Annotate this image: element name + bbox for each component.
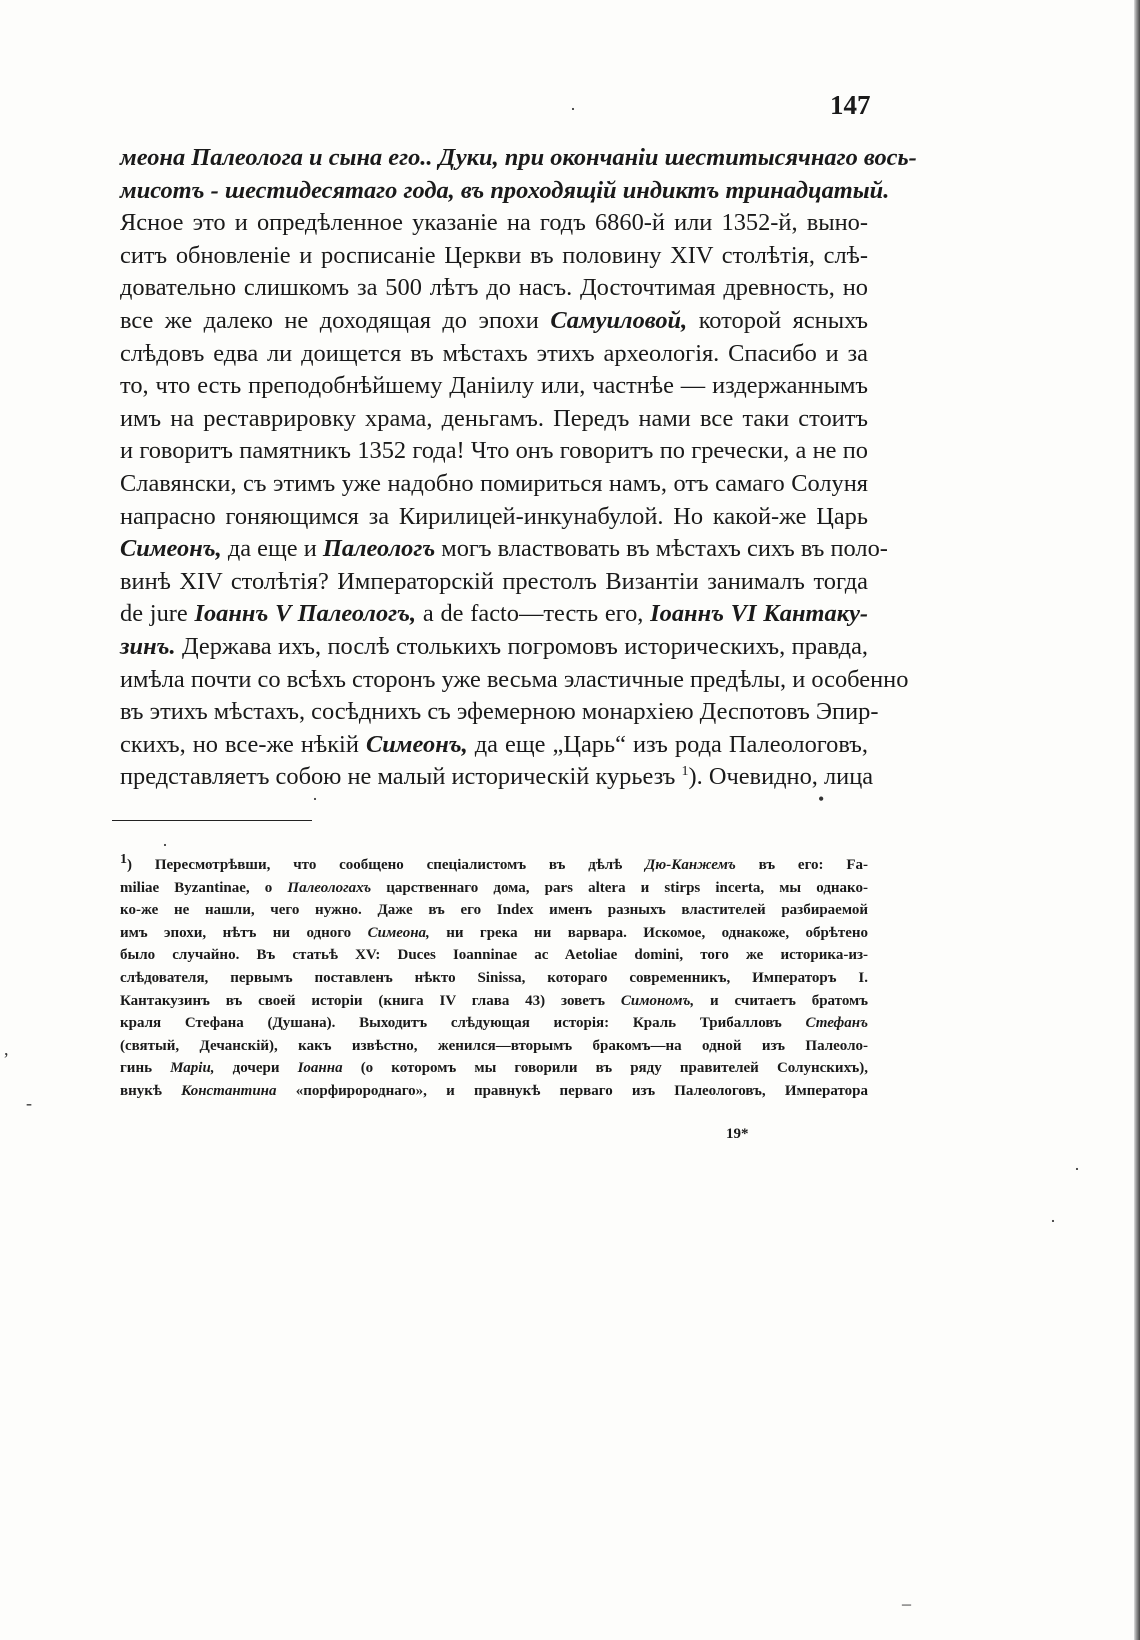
text-run: Славянски, съ этимъ уже надобно помириться намъ, отъ самаго Солуня — [120, 469, 868, 497]
italic-phrase: меона Палеолога и сына его.. Дуки, при окончаніи шеститысячнаго вось- — [120, 144, 917, 171]
italic-phrase: Симеонъ, — [365, 730, 468, 758]
text-run: было случайно. Въ статьѣ XV: Duces Ioanninae ac Aetoliae domini, того же историка-из- — [120, 947, 868, 964]
footnote-line — [120, 1057, 868, 1080]
text-line — [120, 631, 868, 664]
text-run: miliae Byzantinae, о — [120, 879, 288, 896]
text-line — [120, 338, 868, 371]
footnote-line — [120, 854, 868, 877]
text-run: все же далеко не доходящая до эпохи — [120, 306, 551, 334]
scan-edge-shadow — [1134, 0, 1140, 1640]
italic-phrase: Симеона, — [367, 924, 430, 941]
scan-speck: · — [312, 789, 318, 809]
text-run: (святый, Дечанскій), какъ извѣстно, женился—вторымъ бракомъ—на одной изъ Палеоло- — [120, 1037, 868, 1054]
text-line — [120, 501, 868, 534]
text-run: то, что есть преподобнѣйшему Даніилу или, частнѣе — издержаннымъ — [120, 372, 868, 400]
italic-phrase: Палеологахъ — [287, 879, 372, 896]
italic-phrase: Симономъ, — [620, 992, 695, 1009]
text-run: гинь — [120, 1060, 171, 1077]
footnote-line — [120, 899, 868, 922]
text-run: въ его: Fa- — [735, 857, 868, 873]
text-run: дочери — [214, 1060, 298, 1077]
text-line — [120, 664, 909, 697]
text-line — [120, 435, 868, 468]
text-run: слѣдовъ едва ли доищется въ мѣстахъ этихъ археологія. Спасибо и за — [120, 339, 868, 367]
scan-speck: _ — [902, 1587, 911, 1607]
text-run: Ясное это и опредѣленное указаніе на годъ 6860-й или 1352-й, выно- — [120, 209, 868, 237]
scan-speck: · — [570, 99, 576, 119]
italic-phrase: Іоанна — [297, 1060, 343, 1077]
italic-phrase: Іоаннъ VI Кантаку- — [650, 600, 869, 628]
text-run: а de facto—тесть его, — [416, 600, 651, 628]
text-run: внукѣ — [120, 1082, 182, 1099]
text-run: скихъ, но все-же нѣкій — [120, 730, 366, 758]
footnote-line — [120, 967, 868, 990]
text-run: царственнаго дома, pars altera и stirps incerta, мы однако- — [371, 879, 868, 896]
text-run: представляетъ собою не малый историческій курьезъ — [120, 763, 682, 791]
italic-phrase: Палеологъ — [322, 535, 436, 563]
text-line — [120, 240, 868, 273]
text-line — [120, 761, 874, 794]
footnote-line — [120, 990, 868, 1013]
text-run: имѣла почти со всѣхъ сторонъ уже весьма эластичные предѣлы, и особенно — [120, 665, 909, 693]
page-number: 147 — [830, 90, 871, 120]
text-run: Держава ихъ, послѣ столькихъ погромовъ историческихъ, правда, — [175, 632, 868, 660]
text-line — [120, 468, 868, 501]
footnote-line — [120, 877, 868, 900]
text-run: ) Пересмотрѣвши, что сообщено спеціалистомъ въ дѣлѣ — [127, 857, 646, 873]
text-line — [120, 305, 868, 338]
text-run: ). Очевидно, лица — [688, 763, 874, 791]
scan-speck: · — [1050, 1211, 1056, 1231]
footnote-line — [120, 922, 868, 945]
footnote-line — [120, 1080, 868, 1103]
text-run: (о которомъ мы говорили въ ряду правителей Солунскихъ), — [342, 1060, 868, 1077]
text-run: имъ на реставрировку храма, деньгамъ. Передъ нами все таки стоитъ — [120, 404, 868, 432]
text-line — [120, 729, 868, 762]
text-run: да еще „Царь“ изъ рода Палеологовъ, — [467, 730, 868, 758]
footnote-line — [120, 1035, 868, 1058]
italic-phrase: Симеонъ, — [120, 535, 222, 563]
footnote-marker: 1 — [681, 764, 689, 780]
italic-phrase: зинъ. — [120, 632, 176, 660]
scan-speck: · — [162, 835, 168, 855]
footnote-separator — [112, 820, 312, 821]
text-run: ситъ обновленіе и росписаніе Церкви въ половину XIV столѣтія, слѣ- — [120, 241, 868, 269]
italic-phrase: Стефанъ — [805, 1015, 868, 1032]
scan-speck: , — [4, 1039, 9, 1059]
footnote-marker: 1 — [120, 852, 127, 867]
text-line — [120, 566, 868, 599]
text-run: да еще и — [221, 535, 323, 563]
text-run: винѣ XIV столѣтія? Императорскій престолъ Византіи занималъ тогда — [120, 567, 868, 595]
text-run: довательно слишкомъ за 500 лѣтъ до насъ. Досточтимая древность, но — [120, 274, 868, 302]
text-run: de jure — [120, 600, 195, 628]
footnote-line — [120, 1012, 868, 1035]
italic-phrase: мисотъ - шестидесятаго года, въ проходящій индиктъ тринадцатый. — [120, 176, 890, 204]
text-line — [120, 142, 917, 175]
italic-phrase: Іоаннъ V Палеологъ, — [194, 600, 417, 628]
text-run: ко-же не нашли, чего нужно. Даже въ его Index именъ разныхъ властителей разбираемой — [120, 902, 868, 919]
text-line — [120, 696, 879, 729]
text-line — [120, 272, 868, 305]
text-run: слѣдователя, первымъ поставленъ нѣкто Sinissa, котораго современникъ, Императоръ І. — [120, 969, 868, 986]
italic-phrase: Маріи, — [170, 1060, 215, 1077]
text-run: ни грека ни варвара. Искомое, однакоже, обрѣтено — [429, 924, 868, 941]
footnote-line — [120, 944, 868, 967]
signature-mark: 19* — [726, 1126, 749, 1142]
italic-phrase: Дю-Канжемъ — [645, 857, 736, 873]
text-run: и говоритъ памятникъ 1352 года! Что онъ говоритъ по гречески, а не по — [120, 437, 868, 465]
scan-speck: · — [1074, 1159, 1080, 1179]
italic-phrase: Самуиловой, — [550, 306, 688, 334]
text-run: Кантакузинъ въ своей исторіи (книга IV глава 43) зоветъ — [120, 992, 621, 1009]
text-run: могъ властвовать въ мѣстахъ сихъ въ поло- — [435, 535, 888, 563]
text-run: имъ эпохи, нѣтъ ни одного — [120, 924, 368, 941]
text-run: напрасно гоняющимся за Кирилицей-инкунабулой. Но какой-же Царь — [120, 502, 868, 530]
text-line — [120, 533, 888, 566]
text-run: «порфиророднаго», и правнукѣ перваго изъ Палеологовъ, Императора — [276, 1082, 868, 1099]
text-line — [120, 207, 868, 240]
text-run: въ этихъ мѣстахъ, сосѣднихъ съ эфемерною монархіею Деспотовъ Эпир- — [120, 698, 879, 726]
text-line — [120, 403, 868, 436]
text-run: и считаетъ братомъ — [694, 992, 868, 1009]
scan-speck: • — [818, 789, 825, 809]
main-body-text — [120, 142, 917, 794]
footnote-1 — [120, 854, 868, 1103]
text-line — [120, 370, 868, 403]
text-line — [120, 175, 890, 208]
italic-phrase: Константина — [181, 1082, 277, 1099]
text-run: которой ясныхъ — [687, 306, 868, 334]
text-line — [120, 598, 868, 631]
text-run: краля Стефана (Душана). Выходитъ слѣдующая исторія: Краль Трибалловъ — [120, 1015, 806, 1032]
scan-speck: - — [26, 1093, 32, 1113]
